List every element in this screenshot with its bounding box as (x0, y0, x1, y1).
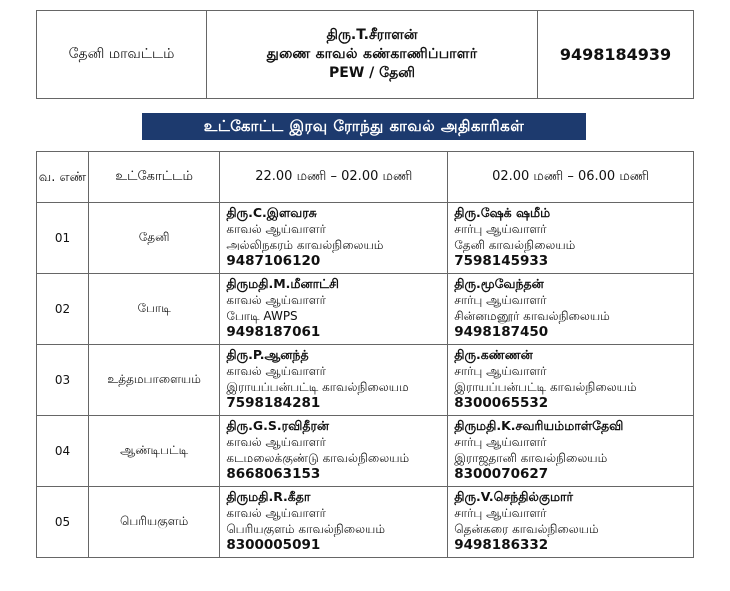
officer-phone: 8300065532 (454, 395, 549, 411)
row-sno: 04 (37, 416, 89, 487)
shift-1-officer (220, 203, 448, 274)
header-officer-unit: PEW / தேனி (329, 65, 415, 81)
officer-phone: 9498186332 (454, 537, 549, 553)
district-name: தேனி மாவட்டம் (37, 11, 207, 99)
officer-rank: சார்பு ஆய்வாளர் (454, 293, 547, 307)
officer-name: திரு.மூவேந்தன் (454, 276, 544, 291)
row-sno: 02 (37, 274, 89, 345)
officer-station: இராஜதானி காவல்நிலையம் (454, 451, 608, 465)
officer-phone: 7598184281 (226, 395, 321, 411)
header-officer-name: திரு.T.சீராளன் (326, 27, 418, 43)
officer-rank: சார்பு ஆய்வாளர் (454, 222, 547, 236)
officer-phone: 9498187450 (454, 324, 549, 340)
officer-phone: 9487106120 (226, 253, 321, 269)
officer-station: தேனி காவல்நிலையம் (454, 238, 576, 252)
row-subdivision: தேனி (88, 203, 219, 274)
row-subdivision: உத்தமபாளையம் (88, 345, 219, 416)
officer-station: சின்னமனூர் காவல்நிலையம் (454, 309, 610, 323)
officer-phone: 9498187061 (226, 324, 321, 340)
officer-phone: 8300005091 (226, 537, 321, 553)
officer-rank: காவல் ஆய்வாளர் (226, 435, 326, 449)
officer-name: திருமதி.K.சவரியம்மாள்தேவி (454, 418, 624, 433)
header-subdivision: உட்கோட்டம் (88, 152, 219, 203)
officer-station: இராயப்பன்பட்டி காவல்நிலையம் (454, 380, 637, 394)
officer-name: திரு.ஷேக் ஷமீம் (454, 205, 551, 220)
section-banner: உட்கோட்ட இரவு ரோந்து காவல் அதிகாரிகள் (142, 113, 586, 140)
header-shift-2: 02.00 மணி – 06.00 மணி (448, 152, 694, 203)
table-row (37, 416, 694, 487)
header-table (36, 10, 694, 99)
shift-1-officer (220, 274, 448, 345)
officer-station: பெரியகுளம் காவல்நிலையம் (226, 522, 385, 536)
table-row (37, 345, 694, 416)
header-shift-1: 22.00 மணி – 02.00 மணி (220, 152, 448, 203)
table-header-row (37, 152, 694, 203)
shift-1-officer (220, 487, 448, 558)
header-sno: வ. எண் (37, 152, 89, 203)
patrol-officers-table (36, 151, 694, 558)
row-sno: 05 (37, 487, 89, 558)
officer-name: திருமதி.R.கீதா (226, 489, 311, 504)
shift-1-officer (220, 416, 448, 487)
officer-phone: 8668063153 (226, 466, 321, 482)
table-row (37, 203, 694, 274)
shift-2-officer (448, 487, 694, 558)
row-subdivision: போடி (88, 274, 219, 345)
shift-2-officer (448, 416, 694, 487)
officer-station: தென்கரை காவல்நிலையம் (454, 522, 599, 536)
officer-rank: சார்பு ஆய்வாளர் (454, 435, 547, 449)
shift-2-officer (448, 203, 694, 274)
officer-station: இராயப்பன்பட்டி காவல்நிலையம (226, 380, 409, 394)
row-sno: 03 (37, 345, 89, 416)
officer-rank: சார்பு ஆய்வாளர் (454, 506, 547, 520)
officer-station: போடி AWPS (226, 309, 298, 323)
header-officer-role: துணை காவல் கண்காணிப்பாளர் (266, 46, 478, 62)
table-row (37, 487, 694, 558)
shift-2-officer (448, 274, 694, 345)
officer-phone: 8300070627 (454, 466, 549, 482)
officer-name: திரு.P.ஆனந்த் (226, 347, 309, 362)
officer-name: திரு.C.இளவரசு (226, 205, 317, 220)
officer-name: திரு.G.S.ரவிதீரன் (226, 418, 330, 433)
header-phone: 9498184939 (538, 11, 694, 99)
officer-rank: காவல் ஆய்வாளர் (226, 506, 326, 520)
shift-2-officer (448, 345, 694, 416)
officer-rank: சார்பு ஆய்வாளர் (454, 364, 547, 378)
officer-station: கடமலைக்குண்டு காவல்நிலையம் (226, 451, 410, 465)
officer-rank: காவல் ஆய்வாளர் (226, 293, 326, 307)
officer-name: திருமதி.M.மீனாட்சி (226, 276, 339, 291)
officer-station: அல்லிநகரம் காவல்நிலையம் (226, 238, 384, 252)
officer-rank: காவல் ஆய்வாளர் (226, 222, 326, 236)
officer-phone: 7598145933 (454, 253, 549, 269)
table-row (37, 274, 694, 345)
officer-name: திரு.V.செந்தில்குமார் (454, 489, 574, 504)
header-officer (207, 11, 538, 99)
row-sno: 01 (37, 203, 89, 274)
shift-1-officer (220, 345, 448, 416)
row-subdivision: பெரியகுளம் (88, 487, 219, 558)
officer-name: திரு.கண்ணன் (454, 347, 533, 362)
officer-rank: காவல் ஆய்வாளர் (226, 364, 326, 378)
row-subdivision: ஆண்டிபட்டி (88, 416, 219, 487)
